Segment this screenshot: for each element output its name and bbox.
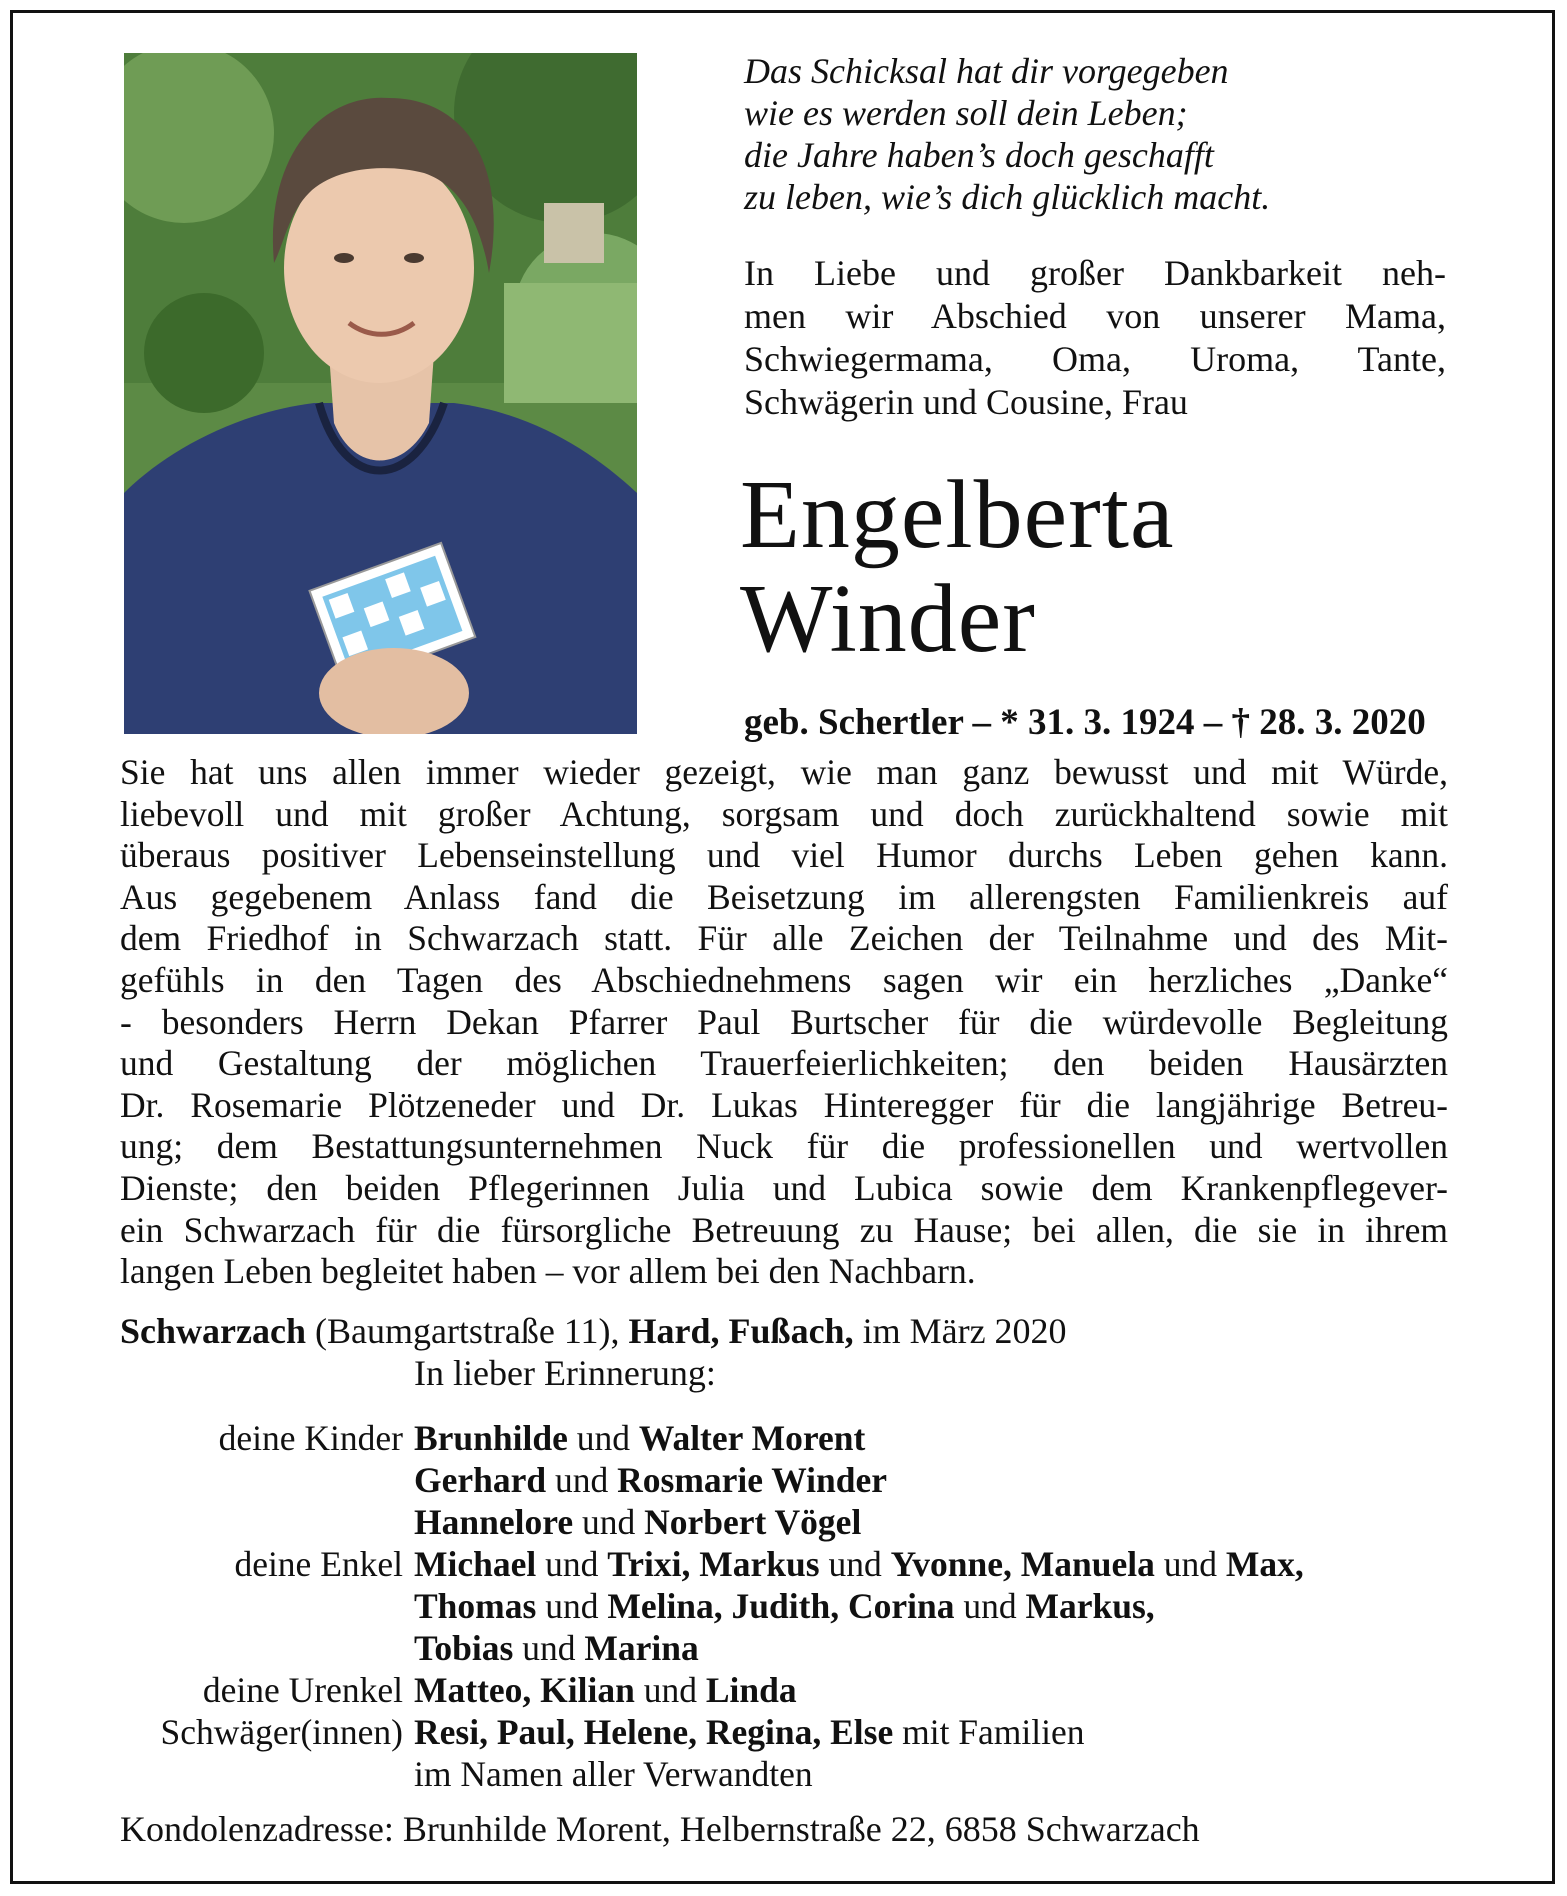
- family-names: [414, 1585, 1155, 1627]
- birth-death-dates: geb. Schertler – * 31. 3. 1924 – † 28. 3. 2020: [744, 702, 1426, 743]
- family-name: Tobias: [414, 1628, 514, 1668]
- family-suffix: mit Familien: [902, 1712, 1085, 1752]
- family-name: Melina, Judith, Corina: [607, 1586, 955, 1626]
- family-name: Walter Morent: [638, 1418, 866, 1458]
- family-row: [0, 1585, 1567, 1627]
- family-und: und: [522, 1628, 576, 1668]
- family-name: Rosmarie Winder: [617, 1460, 887, 1500]
- deceased-name: [740, 463, 1500, 671]
- family-name: Yvonne, Manuela: [890, 1544, 1155, 1584]
- family-names: [414, 1543, 1304, 1585]
- family-names: [414, 1417, 865, 1459]
- family-name: Thomas: [414, 1586, 537, 1626]
- family-und: und: [576, 1418, 631, 1458]
- family-name: Markus,: [1025, 1586, 1155, 1626]
- body-paragraph: [120, 752, 1448, 1293]
- intro-line: Schwägerin und Cousine, Frau: [744, 382, 1188, 422]
- family-name: Resi, Paul, Helene, Regina, Else: [414, 1712, 894, 1752]
- poem-line: zu leben, wie’s dich glücklich macht.: [744, 177, 1271, 217]
- family-und: und: [1163, 1544, 1218, 1584]
- family-name: Max,: [1225, 1544, 1304, 1584]
- location-address: (Baumgartstraße 11),: [314, 1311, 620, 1351]
- portrait-icon: [124, 53, 637, 734]
- body-line: - besonders Herrn Dekan Pfarrer Paul Burtscher für die würdevolle Begleitung: [120, 1001, 1448, 1042]
- family-und: und: [555, 1460, 609, 1500]
- family-name: Brunhilde: [414, 1418, 568, 1458]
- family-label-schwaeger: Schwäger(innen): [160, 1712, 403, 1752]
- family-name: Norbert Vögel: [644, 1502, 862, 1542]
- family-name: Matteo, Kilian: [414, 1670, 635, 1710]
- body-line: dem Friedhof in Schwarzach statt. Für alle Zeichen der Teilnahme und des Mit-: [120, 918, 1448, 959]
- poem-line: wie es werden soll dein Leben;: [744, 93, 1188, 133]
- body-line: Sie hat uns allen immer wieder gezeigt, wie man ganz bewusst und mit Würde,: [120, 752, 1448, 792]
- body-line: langen Leben begleitet haben – vor allem bei den Nachbarn.: [120, 1251, 976, 1292]
- portrait-photo: [124, 53, 637, 734]
- family-und: und: [963, 1586, 1017, 1626]
- location-line: [120, 1310, 1448, 1352]
- family-row: [0, 1417, 1567, 1459]
- intro-line: In Liebe und großer Dankbarkeit neh-: [744, 253, 1446, 293]
- family-und: und: [545, 1544, 599, 1584]
- family-und: und: [643, 1670, 697, 1710]
- condolence-address: Kondolenzadresse: Brunhilde Morent, Helbernstraße 22, 6858 Schwarzach: [120, 1809, 1200, 1849]
- family-und: und: [581, 1502, 636, 1542]
- body-line: ung; dem Bestattungsunternehmen Nuck für die professionellen und wertvollen: [120, 1126, 1448, 1167]
- family-name: Hannelore: [414, 1502, 574, 1542]
- family-name: Gerhard: [414, 1460, 547, 1500]
- family-name: Linda: [705, 1670, 797, 1710]
- family-names: [414, 1627, 699, 1669]
- location-others: Hard, Fußach,: [628, 1311, 854, 1351]
- family-row: [0, 1669, 1567, 1711]
- family-names: [414, 1669, 797, 1711]
- family-row: [0, 1501, 1567, 1543]
- family-row: [0, 1753, 1567, 1795]
- family-row: [0, 1459, 1567, 1501]
- family-row: [0, 1543, 1567, 1585]
- family-name: Marina: [584, 1628, 699, 1668]
- family-closing: im Namen aller Verwandten: [414, 1754, 813, 1794]
- body-line: Dienste; den beiden Pflegerinnen Julia und Lubica sowie dem Krankenpflegever-: [120, 1167, 1448, 1208]
- intro-paragraph: [744, 252, 1446, 424]
- body-line: und Gestaltung der möglichen Trauerfeierlichkeiten; den beiden Hausärzten: [120, 1043, 1448, 1084]
- last-name: Winder: [740, 565, 1036, 673]
- intro-line: Schwiegermama, Oma, Uroma, Tante,: [744, 339, 1446, 379]
- intro-line: men wir Abschied von unserer Mama,: [744, 296, 1446, 336]
- memory-heading: In lieber Erinnerung:: [414, 1353, 716, 1393]
- family-row: [0, 1711, 1567, 1753]
- family-label-kinder: deine Kinder: [218, 1418, 403, 1458]
- body-line: Dr. Rosemarie Plötzeneder und Dr. Lukas Hinteregger für die langjährige Betreu-: [120, 1084, 1448, 1125]
- poem-line: die Jahre haben’s doch geschafft: [744, 135, 1214, 175]
- location-town: Schwarzach: [120, 1311, 306, 1351]
- family-names: [414, 1711, 1085, 1753]
- body-line: gefühls in den Tagen des Abschiednehmens sagen wir ein herzliches „Danke“: [120, 959, 1448, 1000]
- body-line: Aus gegebenem Anlass fand die Beisetzung im allerengsten Familienkreis auf: [120, 876, 1448, 917]
- family-und: und: [545, 1586, 599, 1626]
- family-names: [414, 1459, 887, 1501]
- family-row: [0, 1627, 1567, 1669]
- body-line: liebevoll und mit großer Achtung, sorgsam und doch zurückhaltend sowie mit: [120, 793, 1448, 834]
- family-names: [414, 1501, 861, 1543]
- family-list: [0, 1417, 1567, 1795]
- poem: [744, 50, 1444, 218]
- family-name: Michael: [414, 1544, 537, 1584]
- family-label-enkel: deine Enkel: [234, 1544, 403, 1584]
- location-date: im März 2020: [862, 1311, 1067, 1351]
- family-und: und: [828, 1544, 882, 1584]
- first-name: Engelberta: [740, 461, 1175, 569]
- body-line: überaus positiver Lebenseinstellung und viel Humor durchs Leben gehen kann.: [120, 835, 1448, 876]
- body-line: ein Schwarzach für die fürsorgliche Betreuung zu Hause; bei allen, die sie in ihrem: [120, 1209, 1448, 1250]
- family-label-urenkel: deine Urenkel: [202, 1670, 403, 1710]
- poem-line: Das Schicksal hat dir vorgegeben: [744, 51, 1229, 91]
- family-name: Trixi, Markus: [607, 1544, 820, 1584]
